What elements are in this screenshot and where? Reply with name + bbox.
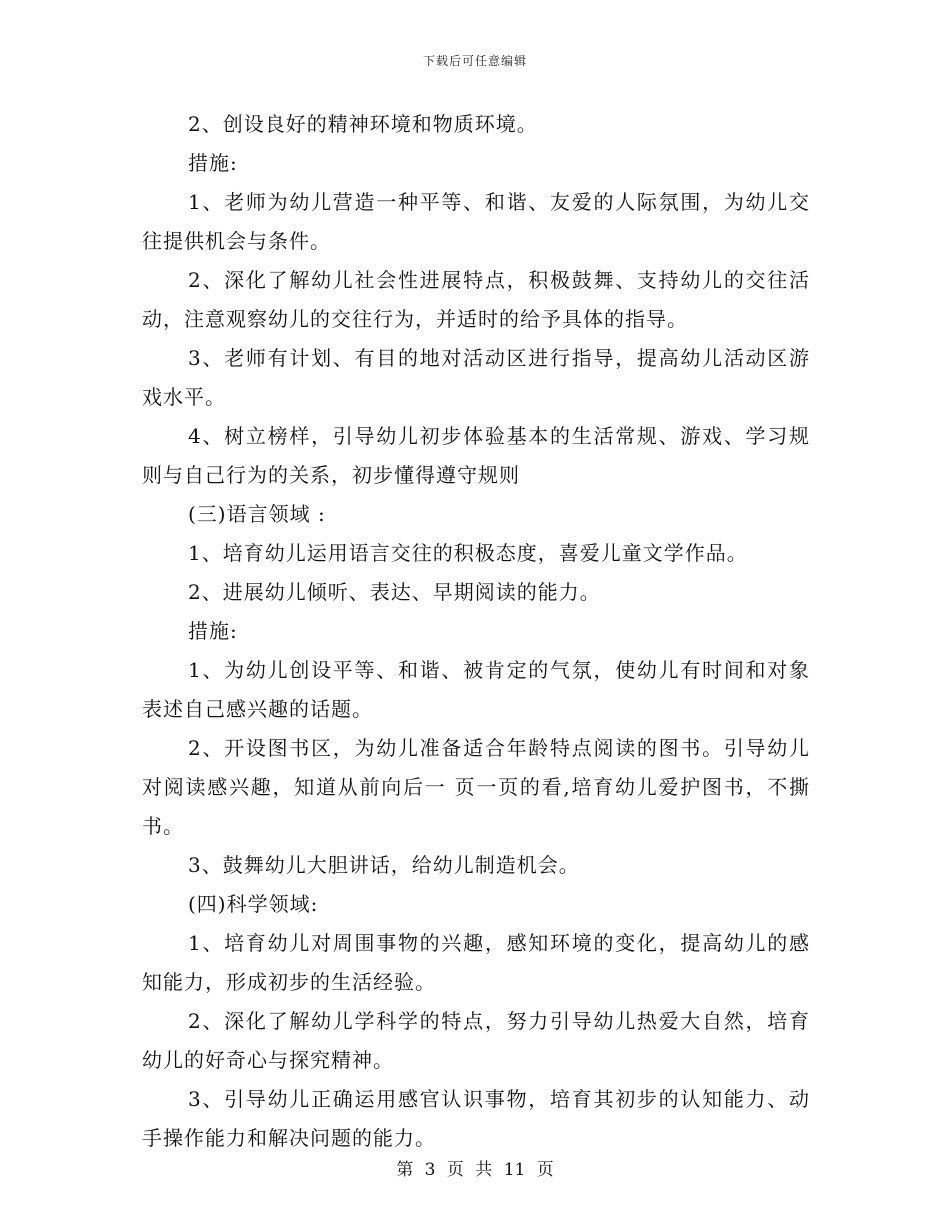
paragraph: 2、深化了解幼儿学科学的特点，努力引导幼儿热爱大自然，培育幼儿的好奇心与探究精神。 — [142, 1009, 810, 1072]
paragraph: 1、培育幼儿对周围事物的兴趣，感知环境的变化，提高幼儿的感知能力，形成初步的生活经验。 — [142, 931, 810, 994]
paragraph: 2、进展幼儿倾听、表达、早期阅读的能力。 — [188, 580, 601, 604]
paragraph: 2、深化了解幼儿社会性进展特点，积极鼓舞、支持幼儿的交往活动，注意观察幼儿的交往行为，并适时的给予具体的指导。 — [142, 268, 810, 331]
section-heading: (三)语言领域 : — [188, 502, 326, 526]
paragraph: 1、老师为幼儿营造一种平等、和谐、友爱的人际氛围，为幼儿交往提供机会与条件。 — [142, 190, 810, 253]
paragraph: 3、老师有计划、有目的地对活动区进行指导，提高幼儿活动区游戏水平。 — [142, 346, 810, 409]
paragraph: 4、树立榜样，引导幼儿初步体验基本的生活常规、游戏、学习规则与自己行为的关系，初步懂得遵守规则 — [142, 424, 810, 487]
paragraph: 1、培育幼儿运用语言交往的积极态度，喜爱儿童文学作品。 — [188, 541, 748, 565]
section-heading: (四)科学领域: — [188, 892, 319, 916]
paragraph: 2、开设图书区，为幼儿准备适合年龄特点阅读的图书。引导幼儿对阅读感兴趣，知道从前向后一 页一页的看,培育幼儿爱护图书，不撕书。 — [142, 736, 810, 838]
paragraph: 3、引导幼儿正确运用感官认识事物，培育其初步的认知能力、动手操作能力和解决问题的能力。 — [142, 1087, 810, 1150]
paragraph: 措施: — [188, 151, 238, 175]
paragraph: 措施: — [188, 619, 238, 643]
paragraph: 1、为幼儿创设平等、和谐、被肯定的气氛，使幼儿有时间和对象表述自己感兴趣的话题。 — [142, 658, 810, 721]
page-header-note: 下载后可任意编辑 — [422, 54, 527, 68]
paragraph: 3、鼓舞幼儿大胆讲话，给幼儿制造机会。 — [188, 853, 580, 877]
paragraph: 2、创设良好的精神环境和物质环境。 — [188, 112, 538, 136]
document-body — [142, 105, 810, 1158]
page-number: 第 3 页 共 11 页 — [396, 1160, 554, 1180]
